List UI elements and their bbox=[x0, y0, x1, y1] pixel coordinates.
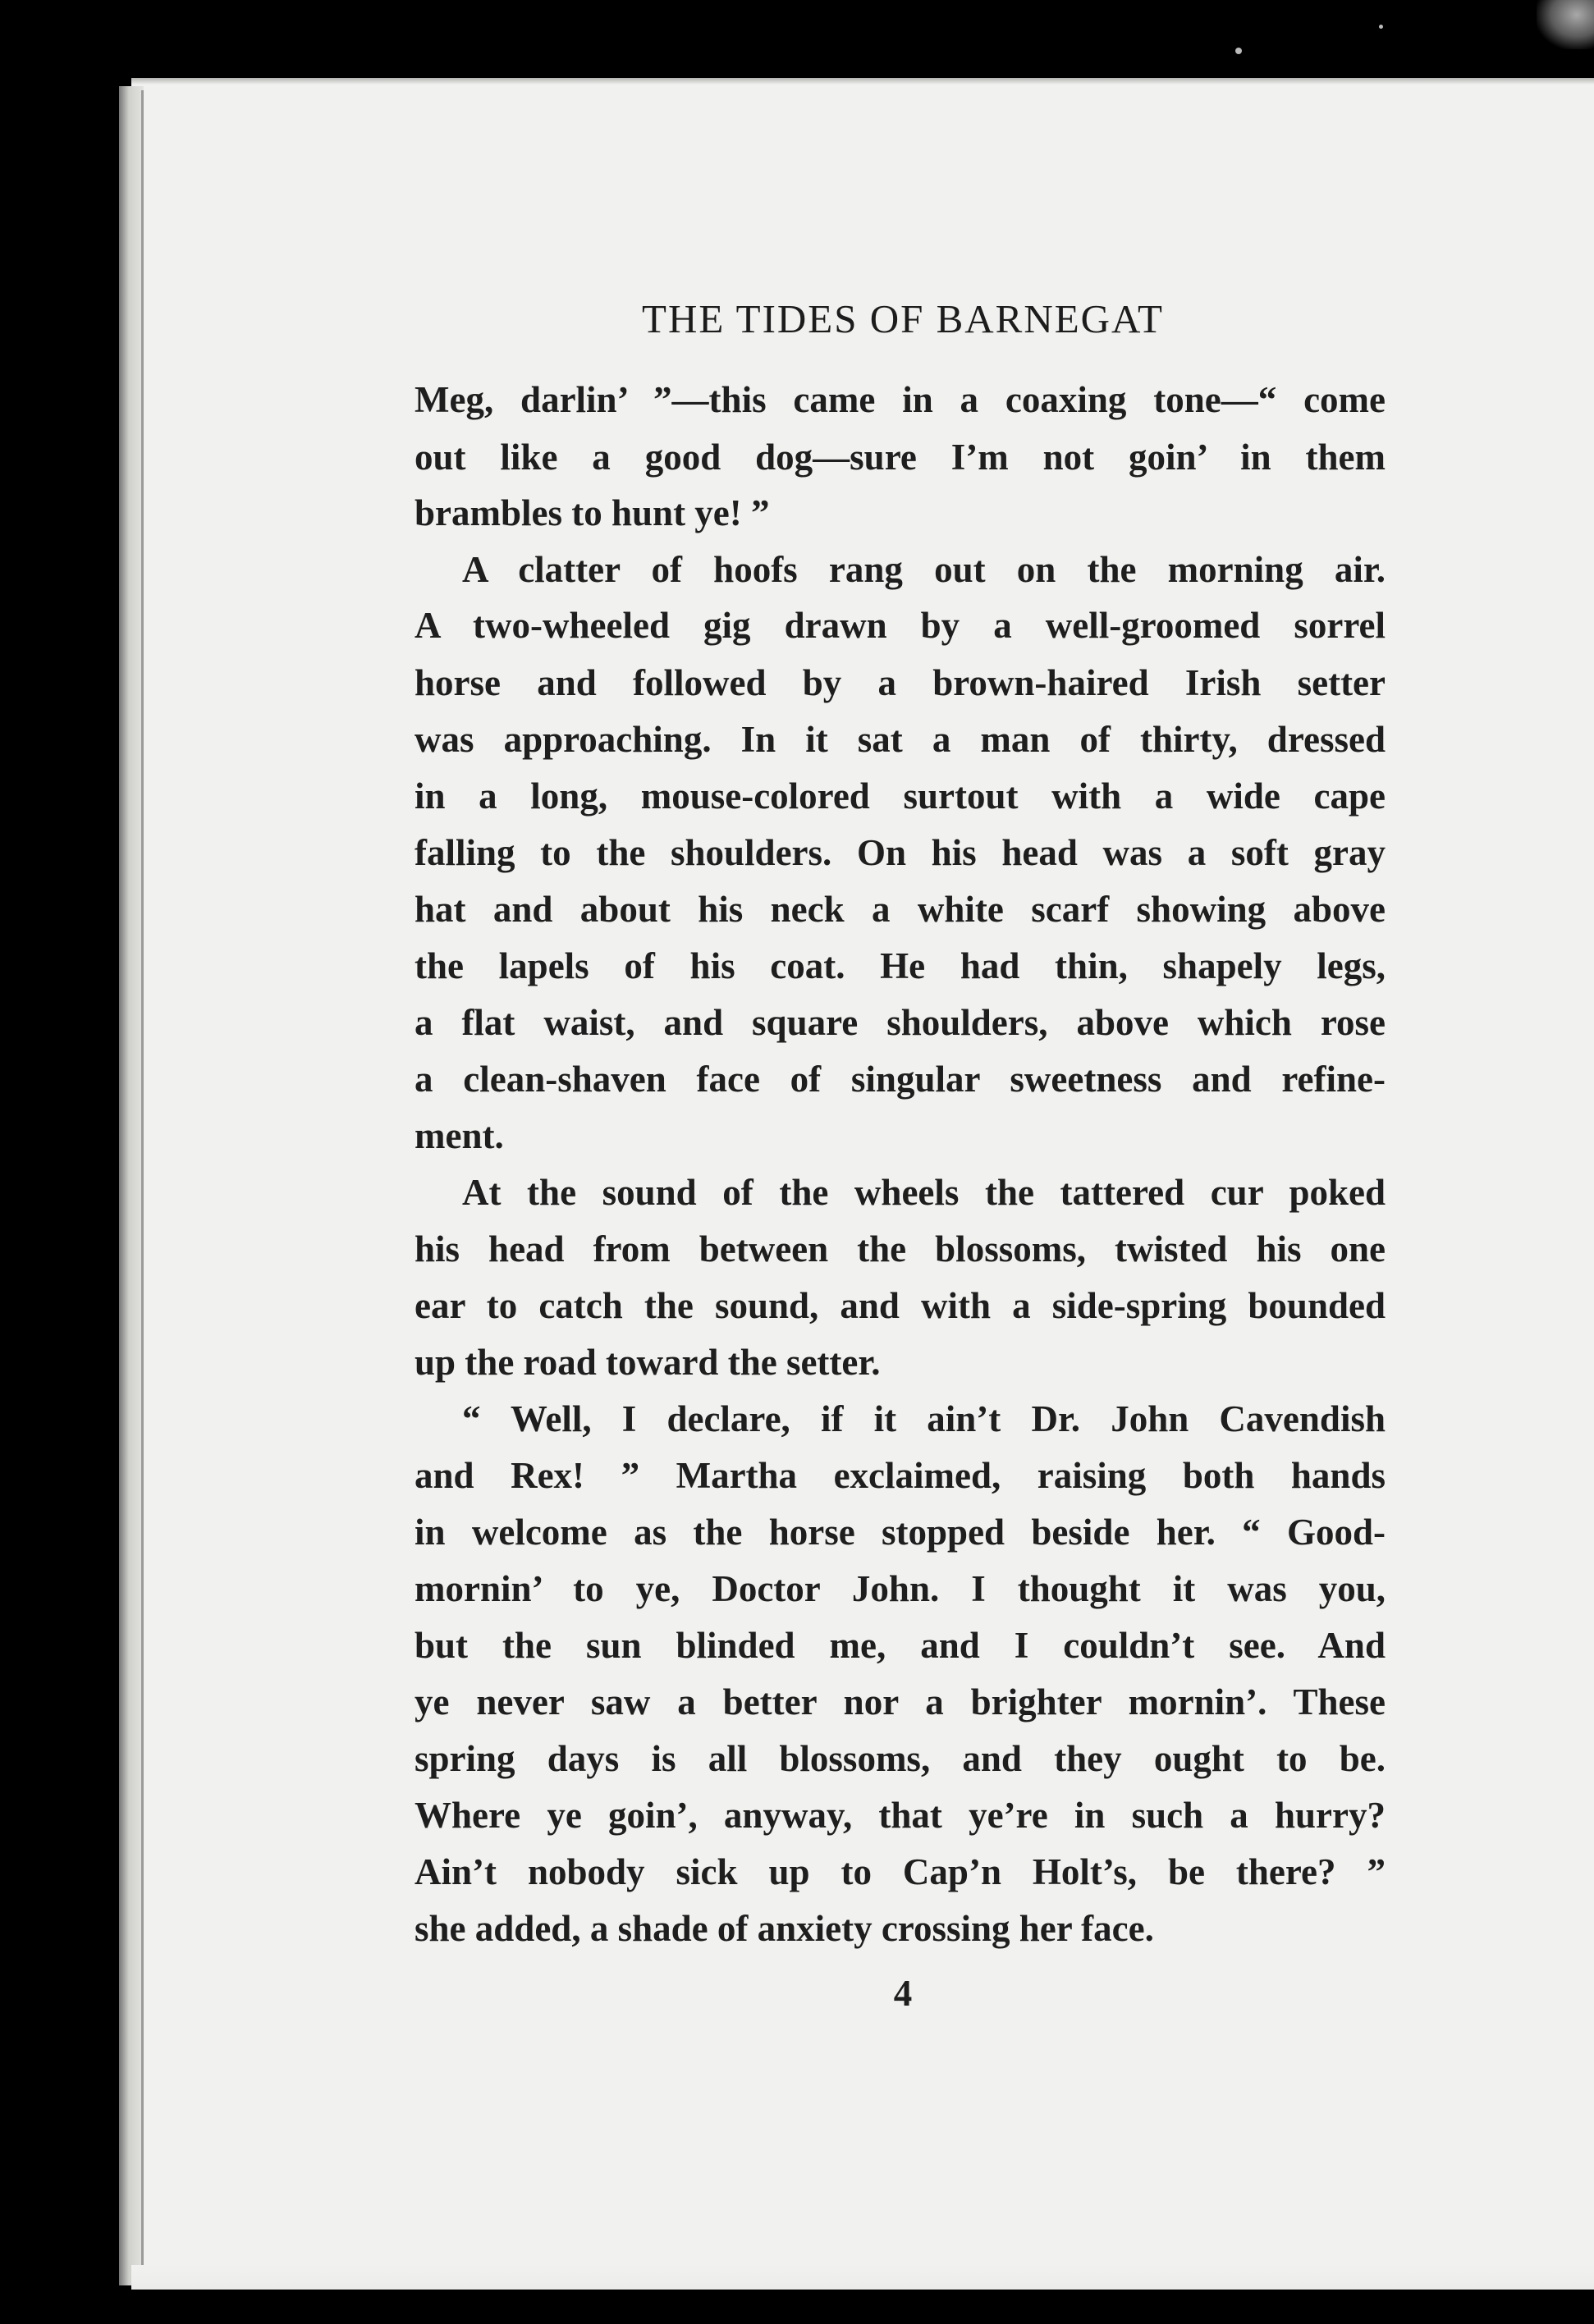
text-line: mornin’ to ye, Doctor John. I thought it was you, bbox=[415, 1568, 1386, 1609]
scan-corner-artifact bbox=[1537, 0, 1594, 49]
text-line: in a long, mouse-colored surtout with a wide cape bbox=[415, 775, 1386, 817]
text-line: up the road toward the setter. bbox=[415, 1342, 881, 1383]
text-line: hat and about his neck a white scarf showing above bbox=[415, 889, 1386, 930]
text-line: was approaching. In it sat a man of thirty, dressed bbox=[415, 719, 1386, 760]
text-line: a clean-shaven face of singular sweetness and refine- bbox=[415, 1059, 1386, 1100]
text-line: ear to catch the sound, and with a side-spring bounded bbox=[415, 1285, 1386, 1326]
text-line: the lapels of his coat. He had thin, shapely legs, bbox=[415, 945, 1386, 986]
scan-speck bbox=[1235, 48, 1242, 54]
binding-line bbox=[141, 90, 144, 2281]
text-line: a flat waist, and square shoulders, above which rose bbox=[415, 1002, 1386, 1043]
text-line: A two-wheeled gig drawn by a well-groomed sorrel bbox=[415, 605, 1386, 646]
text-line: horse and followed by a brown-haired Irish setter bbox=[415, 662, 1386, 703]
scan-speck bbox=[1379, 25, 1383, 29]
text-line: ye never saw a better nor a brighter mornin’. These bbox=[415, 1681, 1386, 1722]
text-line: Where ye goin’, anyway, that ye’re in such a hurry? bbox=[415, 1795, 1386, 1836]
page-top-edge bbox=[131, 78, 1594, 85]
binding-edge bbox=[119, 86, 144, 2285]
text-line: in welcome as the horse stopped beside her. “ Good- bbox=[415, 1512, 1386, 1553]
text-line: ment. bbox=[415, 1115, 504, 1156]
text-line: spring days is all blossoms, and they ought to be. bbox=[415, 1738, 1386, 1779]
text-line: but the sun blinded me, and I couldn’t see. And bbox=[415, 1625, 1386, 1666]
running-head: THE TIDES OF BARNEGAT bbox=[642, 296, 1164, 341]
text-line: At the sound of the wheels the tattered cur poked bbox=[462, 1172, 1386, 1213]
text-line: falling to the shoulders. On his head was a soft gray bbox=[415, 832, 1386, 873]
page-number: 4 bbox=[893, 1973, 913, 2014]
text-line: A clatter of hoofs rang out on the morning air. bbox=[462, 549, 1386, 590]
text-line: out like a good dog—sure I’m not goin’ in them bbox=[415, 437, 1386, 478]
text-line: “ Well, I declare, if it ain’t Dr. John Cavendish bbox=[462, 1398, 1386, 1439]
text-line: Meg, darlin’ ”—this came in a coaxing tone—“ come bbox=[415, 379, 1386, 420]
text-line: Ain’t nobody sick up to Cap’n Holt’s, be there? ” bbox=[415, 1851, 1386, 1892]
text-line: brambles to hunt ye! ” bbox=[415, 492, 770, 533]
page-bottom-edge bbox=[131, 2265, 1594, 2290]
text-line: his head from between the blossoms, twisted his one bbox=[415, 1228, 1386, 1270]
text-line: and Rex! ” Martha exclaimed, raising both hands bbox=[415, 1455, 1386, 1496]
text-line: she added, a shade of anxiety crossing her face. bbox=[415, 1908, 1154, 1949]
